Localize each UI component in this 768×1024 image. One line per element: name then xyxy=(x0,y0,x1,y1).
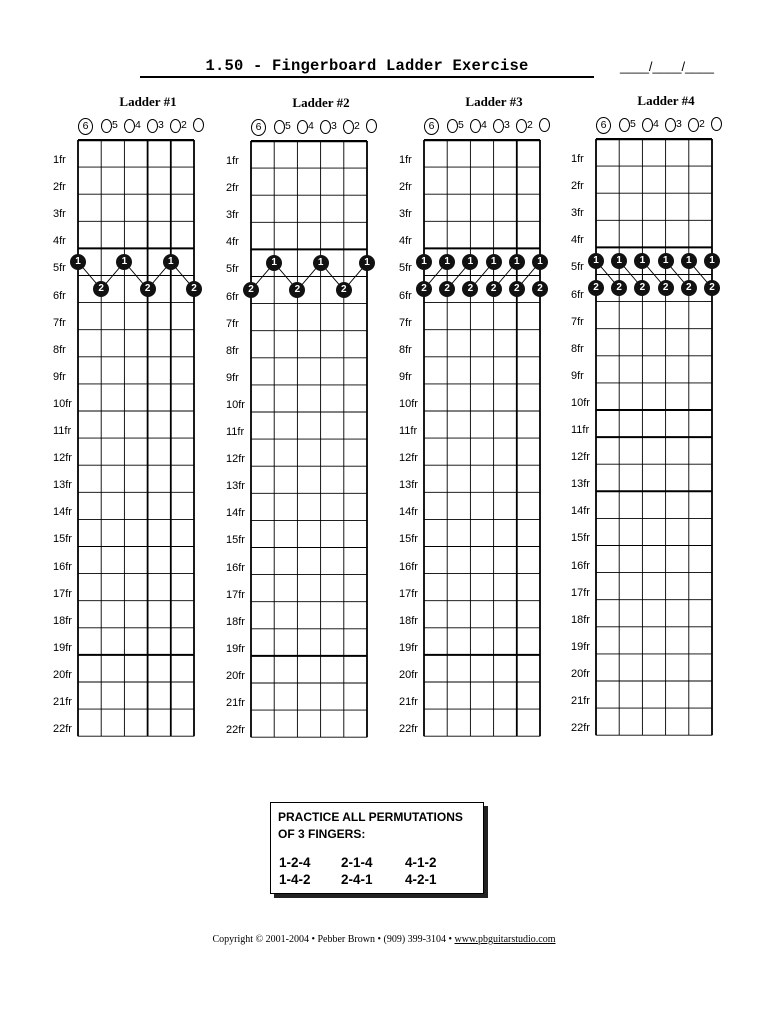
finger-dot: 2 xyxy=(140,281,156,297)
finger-dot: 1 xyxy=(359,255,375,271)
fret-label: 12fr xyxy=(399,452,418,465)
practice-heading xyxy=(278,809,463,843)
string-4-circle-icon xyxy=(124,118,141,133)
fret-label: 20fr xyxy=(571,667,590,680)
fret-label: 17fr xyxy=(399,587,418,600)
finger-dot: 1 xyxy=(70,254,86,270)
fret-label: 10fr xyxy=(226,398,245,411)
string-1-circle-icon xyxy=(193,118,204,133)
fret-label: 19fr xyxy=(399,641,418,654)
fret-label: 15fr xyxy=(53,533,72,546)
ladder-title: Ladder #4 xyxy=(637,93,695,108)
ladder-title: Ladder #1 xyxy=(119,94,177,109)
fret-label: 17fr xyxy=(571,586,590,599)
fret-label: 1fr xyxy=(226,155,239,167)
fret-label: 21fr xyxy=(399,696,418,708)
string-circle-icon xyxy=(170,119,181,133)
fret-label: 16fr xyxy=(53,560,72,573)
string-3-circle-icon xyxy=(665,117,682,132)
bullet: • xyxy=(448,934,452,945)
fret-label: 14fr xyxy=(226,507,245,520)
fret-label: 7fr xyxy=(571,315,584,328)
string-header xyxy=(71,118,201,134)
finger-dot: 2 xyxy=(532,281,548,297)
string-circle-icon xyxy=(642,118,653,132)
string-2-circle-icon xyxy=(688,117,705,132)
finger-dot: 2 xyxy=(439,281,455,297)
fret-label: 3fr xyxy=(226,209,239,222)
fret-label: 16fr xyxy=(226,561,245,574)
practice-box xyxy=(270,802,484,894)
string-4-circle-icon xyxy=(470,118,487,133)
finger-dot: 2 xyxy=(704,280,720,296)
fret-label: 17fr xyxy=(53,587,72,600)
fret-label: 18fr xyxy=(571,613,590,626)
fret-label: 6fr xyxy=(53,289,66,302)
string-number: 5 xyxy=(112,119,118,131)
permutation: 4-2-1 xyxy=(405,872,437,887)
finger-dot: 2 xyxy=(634,280,650,296)
fret-label: 4fr xyxy=(571,234,584,247)
ladder-3 xyxy=(399,94,589,744)
fret-label: 8fr xyxy=(53,343,66,356)
string-header xyxy=(589,117,719,133)
string-5-circle-icon xyxy=(619,117,636,132)
finger-dot: 2 xyxy=(462,281,478,297)
finger-dot: 2 xyxy=(243,282,259,298)
fret-label: 12fr xyxy=(571,451,590,464)
string-circle-icon xyxy=(101,119,112,133)
string-number: 2 xyxy=(527,119,533,131)
fret-label: 4fr xyxy=(399,235,412,248)
fret-label: 15fr xyxy=(571,532,590,545)
finger-dot: 1 xyxy=(611,253,627,269)
string-circle-icon xyxy=(516,119,527,133)
fret-label: 9fr xyxy=(571,369,584,382)
string-circle-icon xyxy=(539,118,550,132)
string-3-circle-icon xyxy=(493,118,510,133)
fret-label: 7fr xyxy=(399,316,412,329)
string-circle-icon xyxy=(274,120,285,134)
bullet: • xyxy=(311,934,315,945)
fret-label: 10fr xyxy=(53,397,72,410)
string-circle-icon xyxy=(193,118,204,132)
finger-dot: 1 xyxy=(532,254,548,270)
string-6-circle-icon xyxy=(596,117,611,134)
fret-label: 17fr xyxy=(226,588,245,601)
string-6-circle-icon xyxy=(78,118,93,135)
fret-label: 10fr xyxy=(571,396,590,409)
permutation: 2-1-4 xyxy=(341,855,373,870)
fret-label: 7fr xyxy=(53,316,66,329)
finger-dot: 2 xyxy=(611,280,627,296)
string-number: 6 xyxy=(600,119,607,131)
fret-label: 22fr xyxy=(226,724,245,737)
fret-label: 13fr xyxy=(226,480,245,493)
string-number: 4 xyxy=(481,119,487,131)
fret-label: 5fr xyxy=(399,262,412,275)
fret-label: 13fr xyxy=(399,479,418,492)
finger-dot: 1 xyxy=(681,253,697,269)
practice-heading-line2: OF 3 FINGERS: xyxy=(278,827,366,841)
ladder-1 xyxy=(53,94,243,744)
fret-label: 1fr xyxy=(53,154,66,166)
string-circle-icon xyxy=(343,120,354,134)
finger-dot: 2 xyxy=(486,281,502,297)
string-number: 2 xyxy=(181,119,187,131)
string-number: 6 xyxy=(82,120,89,132)
fret-label: 6fr xyxy=(226,290,239,303)
string-3-circle-icon xyxy=(147,118,164,133)
permutation: 2-4-1 xyxy=(341,872,373,887)
fret-label: 11fr xyxy=(571,424,590,436)
fretboard-grid xyxy=(250,140,370,740)
fret-label: 16fr xyxy=(571,559,590,572)
finger-dot: 2 xyxy=(588,280,604,296)
fret-label: 11fr xyxy=(53,425,72,437)
fret-label: 12fr xyxy=(53,452,72,465)
fret-label: 19fr xyxy=(226,642,245,655)
fret-label: 18fr xyxy=(53,614,72,627)
fret-label: 18fr xyxy=(399,614,418,627)
string-number: 6 xyxy=(255,121,262,133)
fret-label: 12fr xyxy=(226,453,245,466)
finger-dot: 1 xyxy=(116,254,132,270)
phone-number: (909) 399-3104 xyxy=(383,934,446,945)
finger-dot: 2 xyxy=(416,281,432,297)
string-number: 4 xyxy=(135,119,141,131)
fret-label: 21fr xyxy=(571,695,590,707)
fret-label: 18fr xyxy=(226,615,245,628)
fret-label: 5fr xyxy=(53,262,66,275)
fret-label: 7fr xyxy=(226,317,239,330)
website-link[interactable]: www.pbguitarstudio.com xyxy=(454,934,556,945)
finger-dot: 2 xyxy=(681,280,697,296)
fret-label: 20fr xyxy=(53,668,72,681)
fretboard-grid xyxy=(423,139,543,739)
bullet: • xyxy=(377,934,381,945)
finger-dot: 1 xyxy=(163,254,179,270)
fret-label: 13fr xyxy=(53,479,72,492)
fret-label: 22fr xyxy=(399,723,418,736)
finger-dot: 2 xyxy=(289,282,305,298)
fret-label: 14fr xyxy=(399,506,418,519)
string-circle-icon xyxy=(124,119,135,133)
finger-dot: 1 xyxy=(658,253,674,269)
string-4-circle-icon xyxy=(642,117,659,132)
page-title: 1.50 - Fingerboard Ladder Exercise xyxy=(205,57,529,75)
fret-label: 5fr xyxy=(226,263,239,276)
fret-label: 8fr xyxy=(571,342,584,355)
fret-label: 15fr xyxy=(226,534,245,547)
ladder-2 xyxy=(226,95,416,745)
fret-label: 20fr xyxy=(226,669,245,682)
string-number: 3 xyxy=(158,119,164,131)
permutation: 4-1-2 xyxy=(405,855,437,870)
ladder-4 xyxy=(571,93,761,743)
string-number: 3 xyxy=(331,120,337,132)
fret-label: 1fr xyxy=(571,153,584,165)
permutation: 1-2-4 xyxy=(279,855,311,870)
fret-label: 2fr xyxy=(399,181,412,194)
string-5-circle-icon xyxy=(274,119,291,134)
string-number: 5 xyxy=(630,118,636,130)
fret-label: 1fr xyxy=(399,154,412,166)
string-6-circle-icon xyxy=(251,119,266,136)
fret-label: 4fr xyxy=(226,236,239,249)
finger-dot: 1 xyxy=(634,253,650,269)
fret-label: 9fr xyxy=(53,370,66,383)
ladder-title: Ladder #2 xyxy=(292,95,350,110)
fret-label: 6fr xyxy=(399,289,412,302)
fret-label: 19fr xyxy=(53,641,72,654)
finger-dot: 1 xyxy=(462,254,478,270)
string-2-circle-icon xyxy=(343,119,360,134)
ladder-title: Ladder #3 xyxy=(465,94,523,109)
fret-label: 2fr xyxy=(571,180,584,193)
string-1-circle-icon xyxy=(711,117,722,132)
fret-label: 6fr xyxy=(571,288,584,301)
string-number: 3 xyxy=(676,118,682,130)
fret-label: 15fr xyxy=(399,533,418,546)
fret-label: 19fr xyxy=(571,640,590,653)
finger-dot: 2 xyxy=(93,281,109,297)
fret-label: 11fr xyxy=(226,426,245,438)
string-circle-icon xyxy=(711,117,722,131)
string-header xyxy=(417,118,547,134)
finger-dot: 1 xyxy=(439,254,455,270)
finger-dot: 1 xyxy=(509,254,525,270)
string-circle-icon xyxy=(447,119,458,133)
finger-dot: 1 xyxy=(588,253,604,269)
string-3-circle-icon xyxy=(320,119,337,134)
finger-dot: 1 xyxy=(266,255,282,271)
fretboard-grid xyxy=(77,139,197,739)
string-number: 6 xyxy=(428,120,435,132)
fret-label: 4fr xyxy=(53,235,66,248)
finger-dot: 1 xyxy=(313,255,329,271)
fret-label: 5fr xyxy=(571,261,584,274)
fret-label: 21fr xyxy=(53,696,72,708)
string-number: 2 xyxy=(699,118,705,130)
string-circle-icon xyxy=(493,119,504,133)
fret-label: 3fr xyxy=(571,207,584,220)
string-number: 2 xyxy=(354,120,360,132)
finger-dot: 2 xyxy=(186,281,202,297)
finger-dot: 1 xyxy=(486,254,502,270)
string-circle-icon xyxy=(320,120,331,134)
finger-dot: 1 xyxy=(416,254,432,270)
fret-label: 11fr xyxy=(399,425,418,437)
fret-label: 8fr xyxy=(399,343,412,356)
fret-label: 16fr xyxy=(399,560,418,573)
fret-label: 2fr xyxy=(53,181,66,194)
string-circle-icon xyxy=(297,120,308,134)
string-number: 4 xyxy=(653,118,659,130)
string-2-circle-icon xyxy=(516,118,533,133)
fret-label: 21fr xyxy=(226,697,245,709)
string-5-circle-icon xyxy=(447,118,464,133)
string-circle-icon xyxy=(470,119,481,133)
title-underline xyxy=(140,76,594,78)
string-circle-icon xyxy=(366,119,377,133)
string-circle-icon xyxy=(665,118,676,132)
fret-label: 10fr xyxy=(399,397,418,410)
fret-label: 3fr xyxy=(53,208,66,221)
fret-label: 9fr xyxy=(399,370,412,383)
string-6-circle-icon xyxy=(424,118,439,135)
string-circle-icon xyxy=(619,118,630,132)
finger-dot: 2 xyxy=(336,282,352,298)
date-blank: ____/____/____ xyxy=(620,59,714,74)
fret-label: 8fr xyxy=(226,344,239,357)
fret-label: 13fr xyxy=(571,478,590,491)
fret-label: 3fr xyxy=(399,208,412,221)
finger-dot: 1 xyxy=(704,253,720,269)
fret-label: 22fr xyxy=(53,723,72,736)
permutation: 1-4-2 xyxy=(279,872,311,887)
string-number: 3 xyxy=(504,119,510,131)
fret-label: 14fr xyxy=(53,506,72,519)
string-number: 5 xyxy=(458,119,464,131)
practice-heading-line1: PRACTICE ALL PERMUTATIONS xyxy=(278,810,463,824)
fretboard-grid xyxy=(595,138,715,738)
string-1-circle-icon xyxy=(539,118,550,133)
copyright-text: Copyright © 2001-2004 xyxy=(212,934,309,945)
string-circle-icon xyxy=(147,119,158,133)
fret-label: 22fr xyxy=(571,722,590,735)
string-4-circle-icon xyxy=(297,119,314,134)
fret-label: 20fr xyxy=(399,668,418,681)
string-circle-icon xyxy=(688,118,699,132)
string-2-circle-icon xyxy=(170,118,187,133)
string-header xyxy=(244,119,374,135)
finger-dot: 2 xyxy=(658,280,674,296)
fret-label: 9fr xyxy=(226,371,239,384)
string-5-circle-icon xyxy=(101,118,118,133)
finger-dot: 2 xyxy=(509,281,525,297)
string-number: 4 xyxy=(308,120,314,132)
string-number: 5 xyxy=(285,120,291,132)
fret-label: 2fr xyxy=(226,182,239,195)
fret-label: 14fr xyxy=(571,505,590,518)
author-name: Pebber Brown xyxy=(317,934,375,945)
footer xyxy=(0,934,768,945)
string-1-circle-icon xyxy=(366,119,377,134)
